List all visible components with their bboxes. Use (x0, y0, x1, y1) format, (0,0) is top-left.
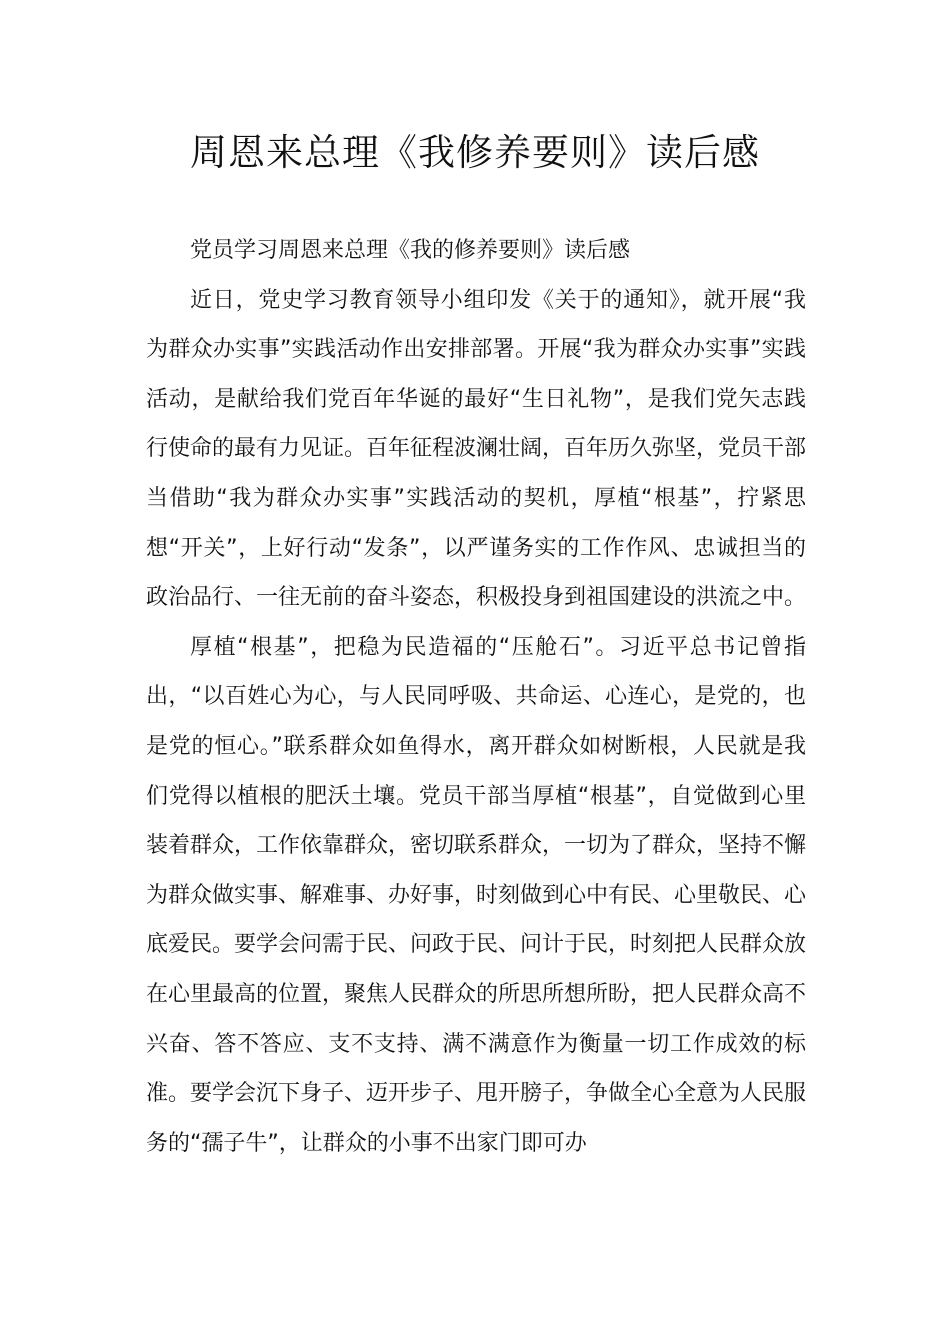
document-body (146, 226, 806, 1168)
paragraph: 近日，党史学习教育领导小组印发《关于的通知》，就开展“我为群众办实事”实践活动作出安排部署。开展“我为群众办实事”实践活动，是献给我们党百年华诞的最好“生日礼物”，是我们党矢志践行使命的最有力见证。百年征程波澜壮阔，百年历久弥坚，党员干部当借助“我为群众办实事”实践活动的契机，厚植“根基”，拧紧思想“开关”，上好行动“发条”，以严谨务实的工作作风、忠诚担当的政治品行、一往无前的奋斗姿态，积极投身到祖国建设的洪流之中。 (146, 287, 807, 611)
document-title: 周恩来总理《我修养要则》读后感 (190, 131, 760, 174)
paragraph: 厚植“根基”，把稳为民造福的“压舱石”。习近平总书记曾指出，“以百姓心为心，与人民同呼吸、共命运、心连心，是党的，也是党的恒心。”联系群众如鱼得水，离开群众如树断根，人民就是我们党得以植根的肥沃土壤。党员干部当厚植“根基”，自觉做到心里装着群众，工作依靠群众，密切联系群众，一切为了群众，坚持不懈为群众做实事、解难事、办好事，时刻做到心中有民、心里敬民、心底爱民。要学会问需于民、问政于民、问计于民，时刻把人民群众放在心里最高的位置，聚焦人民群众的所思所想所盼，把人民群众高不兴奋、答不答应、支不支持、满不满意作为衡量一切工作成效的标准。要学会沉下身子、迈开步子、甩开膀子，争做全心全意为人民服务的“孺子牛”，让群众的小事不出家门即可办 (146, 634, 807, 1156)
document-subtitle: 党员学习周恩来总理《我的修养要则》读后感 (190, 238, 631, 263)
